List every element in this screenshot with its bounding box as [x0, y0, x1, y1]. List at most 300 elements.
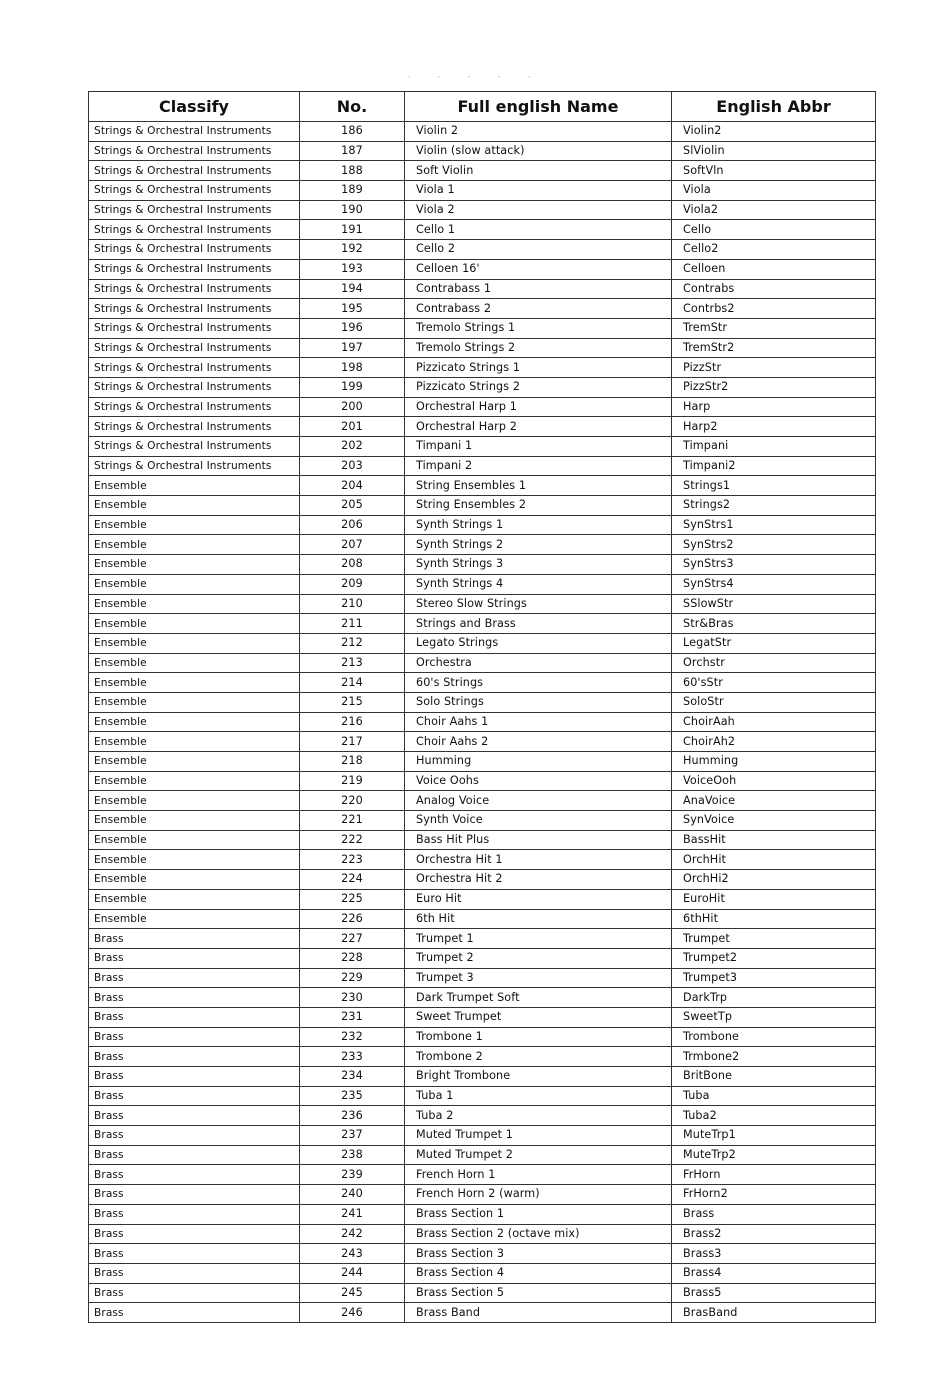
cell-abbr: FrHorn	[672, 1165, 876, 1185]
table-row	[89, 594, 876, 614]
cell-abbr: SynStrs2	[672, 535, 876, 555]
cell-classify: Strings & Orchestral Instruments	[89, 259, 300, 279]
cell-abbr: Contrbs2	[672, 299, 876, 319]
table-row	[89, 476, 876, 496]
cell-number: 244	[300, 1263, 405, 1283]
cell-full-name: Synth Strings 3	[405, 555, 672, 575]
cell-full-name: Viola 2	[405, 200, 672, 220]
cell-classify: Ensemble	[89, 811, 300, 831]
cell-full-name: Tuba 2	[405, 1106, 672, 1126]
cell-full-name: Stereo Slow Strings	[405, 594, 672, 614]
table-row	[89, 122, 876, 142]
cell-classify: Brass	[89, 1106, 300, 1126]
cell-number: 186	[300, 122, 405, 142]
cell-classify: Ensemble	[89, 476, 300, 496]
table-row	[89, 535, 876, 555]
cell-abbr: Orchstr	[672, 653, 876, 673]
cell-classify: Ensemble	[89, 909, 300, 929]
cell-classify: Ensemble	[89, 791, 300, 811]
cell-number: 215	[300, 692, 405, 712]
cell-classify: Brass	[89, 1145, 300, 1165]
cell-full-name: Trumpet 1	[405, 929, 672, 949]
cell-number: 239	[300, 1165, 405, 1185]
table-row	[89, 1303, 876, 1323]
cell-abbr: Harp	[672, 397, 876, 417]
cell-number: 207	[300, 535, 405, 555]
table-row	[89, 220, 876, 240]
table-row	[89, 948, 876, 968]
cell-full-name: Bass Hit Plus	[405, 830, 672, 850]
cell-classify: Strings & Orchestral Instruments	[89, 318, 300, 338]
cell-classify: Brass	[89, 1126, 300, 1146]
cell-full-name: Brass Band	[405, 1303, 672, 1323]
cell-full-name: Contrabass 2	[405, 299, 672, 319]
cell-abbr: SynStrs4	[672, 574, 876, 594]
cell-classify: Brass	[89, 1224, 300, 1244]
table-row	[89, 870, 876, 890]
cell-classify: Strings & Orchestral Instruments	[89, 122, 300, 142]
cell-number: 232	[300, 1027, 405, 1047]
cell-number: 211	[300, 614, 405, 634]
table-row	[89, 358, 876, 378]
cell-abbr: Tuba	[672, 1086, 876, 1106]
cell-abbr: BassHit	[672, 830, 876, 850]
cell-abbr: FrHorn2	[672, 1185, 876, 1205]
table-row	[89, 988, 876, 1008]
cell-classify: Brass	[89, 1165, 300, 1185]
cell-abbr: SynStrs3	[672, 555, 876, 575]
cell-number: 236	[300, 1106, 405, 1126]
table-row	[89, 200, 876, 220]
cell-number: 187	[300, 141, 405, 161]
table-row	[89, 1263, 876, 1283]
page-top-marks: - - - - -	[407, 72, 543, 82]
table-header-row	[89, 92, 876, 122]
cell-number: 216	[300, 712, 405, 732]
table-row	[89, 771, 876, 791]
cell-full-name: String Ensembles 2	[405, 496, 672, 516]
cell-full-name: Violin 2	[405, 122, 672, 142]
cell-number: 191	[300, 220, 405, 240]
cell-full-name: Trombone 2	[405, 1047, 672, 1067]
table-row	[89, 1067, 876, 1087]
cell-number: 194	[300, 279, 405, 299]
cell-classify: Ensemble	[89, 515, 300, 535]
cell-abbr: Brass2	[672, 1224, 876, 1244]
cell-abbr: Trumpet3	[672, 968, 876, 988]
table-row	[89, 633, 876, 653]
cell-full-name: Synth Strings 2	[405, 535, 672, 555]
cell-number: 222	[300, 830, 405, 850]
cell-abbr: ChoirAah	[672, 712, 876, 732]
cell-full-name: Brass Section 5	[405, 1283, 672, 1303]
cell-classify: Strings & Orchestral Instruments	[89, 141, 300, 161]
cell-abbr: Trumpet	[672, 929, 876, 949]
cell-abbr: DarkTrp	[672, 988, 876, 1008]
cell-number: 203	[300, 456, 405, 476]
cell-abbr: OrchHi2	[672, 870, 876, 890]
cell-abbr: Trumpet2	[672, 948, 876, 968]
header-classify: Classify	[89, 92, 300, 122]
cell-full-name: Celloen 16'	[405, 259, 672, 279]
table-row	[89, 929, 876, 949]
cell-full-name: Orchestral Harp 2	[405, 417, 672, 437]
cell-classify: Brass	[89, 1204, 300, 1224]
table-row	[89, 417, 876, 437]
cell-full-name: Tuba 1	[405, 1086, 672, 1106]
cell-full-name: Orchestral Harp 1	[405, 397, 672, 417]
cell-classify: Brass	[89, 1244, 300, 1264]
cell-number: 206	[300, 515, 405, 535]
cell-full-name: Synth Strings 1	[405, 515, 672, 535]
cell-number: 227	[300, 929, 405, 949]
cell-number: 235	[300, 1086, 405, 1106]
table-row	[89, 692, 876, 712]
header-no: No.	[300, 92, 405, 122]
cell-classify: Brass	[89, 1067, 300, 1087]
cell-classify: Strings & Orchestral Instruments	[89, 456, 300, 476]
voice-list-table	[88, 91, 876, 1323]
cell-full-name: Trumpet 3	[405, 968, 672, 988]
cell-classify: Strings & Orchestral Instruments	[89, 240, 300, 260]
cell-full-name: Humming	[405, 752, 672, 772]
table-row	[89, 181, 876, 201]
table-row	[89, 1244, 876, 1264]
cell-classify: Ensemble	[89, 771, 300, 791]
cell-number: 229	[300, 968, 405, 988]
table-row	[89, 1007, 876, 1027]
cell-number: 220	[300, 791, 405, 811]
cell-classify: Strings & Orchestral Instruments	[89, 200, 300, 220]
cell-number: 204	[300, 476, 405, 496]
cell-classify: Ensemble	[89, 614, 300, 634]
cell-number: 188	[300, 161, 405, 181]
table-row	[89, 338, 876, 358]
cell-classify: Strings & Orchestral Instruments	[89, 181, 300, 201]
cell-abbr: Viola2	[672, 200, 876, 220]
cell-abbr: TremStr	[672, 318, 876, 338]
cell-full-name: Synth Voice	[405, 811, 672, 831]
cell-full-name: Brass Section 4	[405, 1263, 672, 1283]
cell-number: 200	[300, 397, 405, 417]
cell-abbr: SynVoice	[672, 811, 876, 831]
cell-classify: Ensemble	[89, 535, 300, 555]
cell-full-name: Solo Strings	[405, 692, 672, 712]
table-row	[89, 909, 876, 929]
table-row	[89, 830, 876, 850]
cell-number: 214	[300, 673, 405, 693]
cell-abbr: EuroHit	[672, 889, 876, 909]
cell-abbr: MuteTrp2	[672, 1145, 876, 1165]
cell-abbr: Tuba2	[672, 1106, 876, 1126]
cell-number: 195	[300, 299, 405, 319]
table-row	[89, 1126, 876, 1146]
cell-abbr: LegatStr	[672, 633, 876, 653]
cell-classify: Ensemble	[89, 555, 300, 575]
cell-full-name: Orchestra Hit 1	[405, 850, 672, 870]
cell-abbr: PizzStr2	[672, 377, 876, 397]
cell-abbr: BritBone	[672, 1067, 876, 1087]
table-row	[89, 673, 876, 693]
cell-number: 228	[300, 948, 405, 968]
table-row	[89, 161, 876, 181]
table-row	[89, 377, 876, 397]
cell-abbr: ChoirAh2	[672, 732, 876, 752]
table-row	[89, 1027, 876, 1047]
table-row	[89, 299, 876, 319]
cell-number: 205	[300, 496, 405, 516]
cell-full-name: Strings and Brass	[405, 614, 672, 634]
cell-classify: Brass	[89, 1263, 300, 1283]
cell-number: 242	[300, 1224, 405, 1244]
cell-number: 208	[300, 555, 405, 575]
cell-full-name: Muted Trumpet 2	[405, 1145, 672, 1165]
cell-number: 224	[300, 870, 405, 890]
table-row	[89, 259, 876, 279]
table-row	[89, 1224, 876, 1244]
cell-classify: Brass	[89, 1303, 300, 1323]
cell-full-name: Brass Section 1	[405, 1204, 672, 1224]
table-row	[89, 1283, 876, 1303]
cell-abbr: SlViolin	[672, 141, 876, 161]
cell-classify: Strings & Orchestral Instruments	[89, 161, 300, 181]
cell-abbr: Timpani	[672, 437, 876, 457]
cell-classify: Strings & Orchestral Instruments	[89, 299, 300, 319]
cell-number: 237	[300, 1126, 405, 1146]
cell-abbr: Humming	[672, 752, 876, 772]
table-row	[89, 653, 876, 673]
cell-number: 199	[300, 377, 405, 397]
cell-number: 217	[300, 732, 405, 752]
table-row	[89, 1204, 876, 1224]
table-row	[89, 1086, 876, 1106]
cell-abbr: Brass3	[672, 1244, 876, 1264]
cell-full-name: Tremolo Strings 1	[405, 318, 672, 338]
cell-number: 230	[300, 988, 405, 1008]
cell-abbr: Cello	[672, 220, 876, 240]
cell-number: 234	[300, 1067, 405, 1087]
cell-number: 243	[300, 1244, 405, 1264]
cell-abbr: PizzStr	[672, 358, 876, 378]
cell-classify: Ensemble	[89, 830, 300, 850]
cell-abbr: Strings2	[672, 496, 876, 516]
cell-abbr: Celloen	[672, 259, 876, 279]
cell-full-name: Tremolo Strings 2	[405, 338, 672, 358]
cell-classify: Ensemble	[89, 850, 300, 870]
cell-number: 246	[300, 1303, 405, 1323]
cell-abbr: Contrabs	[672, 279, 876, 299]
cell-number: 219	[300, 771, 405, 791]
cell-abbr: 60'sStr	[672, 673, 876, 693]
cell-classify: Brass	[89, 1283, 300, 1303]
cell-full-name: Timpani 1	[405, 437, 672, 457]
cell-classify: Strings & Orchestral Instruments	[89, 220, 300, 240]
cell-classify: Brass	[89, 1007, 300, 1027]
table-row	[89, 614, 876, 634]
cell-classify: Strings & Orchestral Instruments	[89, 279, 300, 299]
cell-classify: Ensemble	[89, 496, 300, 516]
cell-full-name: Voice Oohs	[405, 771, 672, 791]
cell-number: 201	[300, 417, 405, 437]
cell-number: 190	[300, 200, 405, 220]
cell-classify: Brass	[89, 1047, 300, 1067]
cell-number: 241	[300, 1204, 405, 1224]
cell-abbr: Violin2	[672, 122, 876, 142]
cell-number: 202	[300, 437, 405, 457]
cell-full-name: Bright Trombone	[405, 1067, 672, 1087]
cell-abbr: 6thHit	[672, 909, 876, 929]
cell-classify: Brass	[89, 1027, 300, 1047]
cell-number: 212	[300, 633, 405, 653]
table-row	[89, 732, 876, 752]
cell-number: 233	[300, 1047, 405, 1067]
cell-number: 193	[300, 259, 405, 279]
table-row	[89, 1106, 876, 1126]
cell-full-name: 60's Strings	[405, 673, 672, 693]
cell-classify: Ensemble	[89, 594, 300, 614]
table-row	[89, 1165, 876, 1185]
table-row	[89, 1047, 876, 1067]
cell-classify: Ensemble	[89, 732, 300, 752]
cell-classify: Strings & Orchestral Instruments	[89, 377, 300, 397]
cell-abbr: VoiceOoh	[672, 771, 876, 791]
cell-full-name: Orchestra Hit 2	[405, 870, 672, 890]
cell-abbr: Brass	[672, 1204, 876, 1224]
cell-full-name: Violin (slow attack)	[405, 141, 672, 161]
table-row	[89, 496, 876, 516]
table-row	[89, 240, 876, 260]
cell-number: 196	[300, 318, 405, 338]
cell-full-name: Trombone 1	[405, 1027, 672, 1047]
cell-classify: Brass	[89, 1086, 300, 1106]
cell-classify: Ensemble	[89, 574, 300, 594]
cell-abbr: Trmbone2	[672, 1047, 876, 1067]
header-full-name: Full english Name	[405, 92, 672, 122]
table-row	[89, 555, 876, 575]
cell-full-name: Pizzicato Strings 1	[405, 358, 672, 378]
cell-number: 238	[300, 1145, 405, 1165]
cell-abbr: BrasBand	[672, 1303, 876, 1323]
cell-number: 245	[300, 1283, 405, 1303]
cell-full-name: Brass Section 2 (octave mix)	[405, 1224, 672, 1244]
cell-full-name: Pizzicato Strings 2	[405, 377, 672, 397]
cell-number: 221	[300, 811, 405, 831]
table-row	[89, 889, 876, 909]
table-row	[89, 279, 876, 299]
cell-full-name: Orchestra	[405, 653, 672, 673]
table-row	[89, 456, 876, 476]
cell-number: 226	[300, 909, 405, 929]
cell-number: 218	[300, 752, 405, 772]
cell-classify: Ensemble	[89, 633, 300, 653]
table-row	[89, 397, 876, 417]
cell-full-name: Analog Voice	[405, 791, 672, 811]
cell-full-name: Euro Hit	[405, 889, 672, 909]
cell-classify: Strings & Orchestral Instruments	[89, 397, 300, 417]
table-row	[89, 1145, 876, 1165]
cell-abbr: Cello2	[672, 240, 876, 260]
cell-number: 197	[300, 338, 405, 358]
cell-full-name: Muted Trumpet 1	[405, 1126, 672, 1146]
cell-classify: Strings & Orchestral Instruments	[89, 338, 300, 358]
table-row	[89, 574, 876, 594]
cell-classify: Brass	[89, 1185, 300, 1205]
cell-full-name: Soft Violin	[405, 161, 672, 181]
cell-full-name: Contrabass 1	[405, 279, 672, 299]
table-row	[89, 850, 876, 870]
cell-full-name: French Horn 1	[405, 1165, 672, 1185]
cell-classify: Ensemble	[89, 673, 300, 693]
table-row	[89, 811, 876, 831]
cell-number: 223	[300, 850, 405, 870]
cell-abbr: Harp2	[672, 417, 876, 437]
cell-classify: Brass	[89, 948, 300, 968]
header-abbr: English Abbr	[672, 92, 876, 122]
cell-number: 240	[300, 1185, 405, 1205]
cell-number: 213	[300, 653, 405, 673]
cell-abbr: SSlowStr	[672, 594, 876, 614]
cell-classify: Ensemble	[89, 692, 300, 712]
cell-number: 209	[300, 574, 405, 594]
cell-abbr: Viola	[672, 181, 876, 201]
cell-full-name: Dark Trumpet Soft	[405, 988, 672, 1008]
cell-full-name: 6th Hit	[405, 909, 672, 929]
cell-classify: Strings & Orchestral Instruments	[89, 437, 300, 457]
cell-abbr: Trombone	[672, 1027, 876, 1047]
cell-number: 189	[300, 181, 405, 201]
cell-full-name: Timpani 2	[405, 456, 672, 476]
cell-full-name: Cello 1	[405, 220, 672, 240]
table-row	[89, 752, 876, 772]
table-row	[89, 437, 876, 457]
cell-classify: Brass	[89, 929, 300, 949]
cell-abbr: SweetTp	[672, 1007, 876, 1027]
cell-classify: Ensemble	[89, 653, 300, 673]
cell-classify: Strings & Orchestral Instruments	[89, 358, 300, 378]
cell-classify: Ensemble	[89, 712, 300, 732]
cell-full-name: Choir Aahs 2	[405, 732, 672, 752]
cell-abbr: SoloStr	[672, 692, 876, 712]
cell-full-name: Viola 1	[405, 181, 672, 201]
cell-number: 210	[300, 594, 405, 614]
cell-full-name: Choir Aahs 1	[405, 712, 672, 732]
cell-abbr: MuteTrp1	[672, 1126, 876, 1146]
cell-number: 225	[300, 889, 405, 909]
cell-abbr: SoftVln	[672, 161, 876, 181]
cell-number: 192	[300, 240, 405, 260]
table-row	[89, 791, 876, 811]
cell-abbr: Brass5	[672, 1283, 876, 1303]
table-body	[89, 122, 876, 1323]
cell-full-name: French Horn 2 (warm)	[405, 1185, 672, 1205]
cell-full-name: String Ensembles 1	[405, 476, 672, 496]
cell-abbr: Timpani2	[672, 456, 876, 476]
cell-full-name: Synth Strings 4	[405, 574, 672, 594]
cell-classify: Brass	[89, 988, 300, 1008]
cell-classify: Brass	[89, 968, 300, 988]
cell-abbr: OrchHit	[672, 850, 876, 870]
table-row	[89, 1185, 876, 1205]
cell-abbr: Str&Bras	[672, 614, 876, 634]
cell-abbr: SynStrs1	[672, 515, 876, 535]
table-row	[89, 968, 876, 988]
cell-full-name: Sweet Trumpet	[405, 1007, 672, 1027]
cell-classify: Ensemble	[89, 752, 300, 772]
cell-classify: Ensemble	[89, 889, 300, 909]
table-row	[89, 141, 876, 161]
cell-abbr: Brass4	[672, 1263, 876, 1283]
cell-classify: Ensemble	[89, 870, 300, 890]
